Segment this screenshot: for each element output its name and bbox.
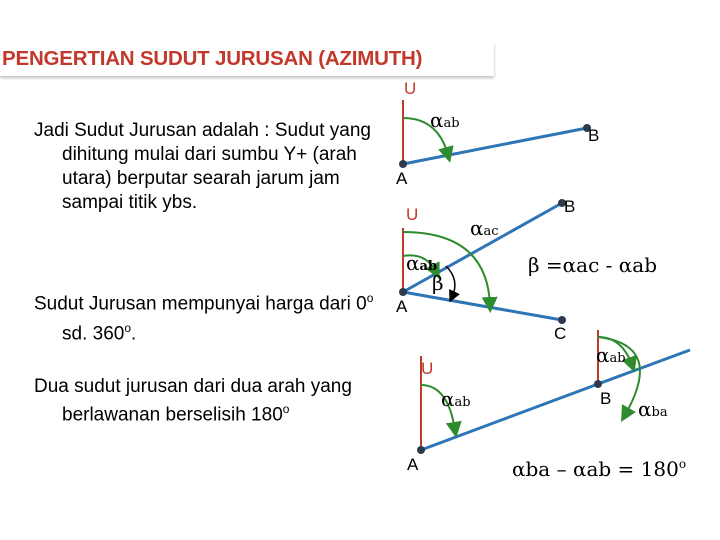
point-b-label: B [600, 389, 612, 408]
degree-sup: o [282, 402, 290, 416]
point-b [594, 380, 602, 388]
range-text-prefix: Sudut Jurusan mempunyai harga dari 0 [34, 293, 367, 315]
opposite-text-prefix: Dua sudut jurusan dari dua arah yang berlawanan berselisih 180 [34, 376, 352, 426]
page-title: PENGERTIAN SUDUT JURUSAN (AZIMUTH) [2, 47, 423, 70]
beta-label: β [432, 271, 444, 295]
point-c [558, 316, 566, 324]
beta-formula: β =αac - αab [528, 253, 658, 277]
range-text-end: . [131, 323, 137, 345]
angle-arc-beta [446, 266, 455, 297]
diagram-2 [396, 197, 657, 343]
alpha-ac-label: αac [470, 216, 499, 240]
diagram-3 [407, 330, 690, 481]
alpha-ab-label: αab [441, 387, 471, 411]
diagram-1 [396, 79, 599, 188]
north-label: U [421, 359, 434, 378]
point-a [399, 160, 407, 168]
definition-text: Jadi Sudut Jurusan adalah : Sudut yang dihitung mulai dari sumbu Y+ (arah utara) berputar searah jarum jam sampai titik ybs. [34, 120, 371, 213]
degree-sup: o [124, 321, 132, 336]
point-c-label: C [554, 324, 567, 343]
point-a [399, 288, 407, 296]
point-b-label: B [564, 197, 576, 216]
ba-ab-formula: $\alpha ba - \alpha ab = 180^o$ [512, 457, 687, 481]
point-a-label: A [407, 455, 419, 474]
point-a-label: A [396, 169, 408, 188]
line-ac [403, 292, 562, 320]
alpha-ab-label: αab [406, 251, 438, 275]
north-label: U [404, 79, 417, 98]
point-b-label: B [588, 126, 600, 145]
point-a-label: A [396, 297, 408, 316]
alpha-ab-label: αab [430, 108, 460, 132]
alpha-ba-label: αba [638, 397, 668, 421]
line-ab [403, 128, 587, 164]
alpha-ab-label-b: αab [596, 343, 626, 367]
north-label: U [406, 205, 419, 224]
range-text-mid: sd. 360 [62, 323, 125, 345]
degree-sup: o [366, 291, 374, 305]
point-a [417, 446, 425, 454]
